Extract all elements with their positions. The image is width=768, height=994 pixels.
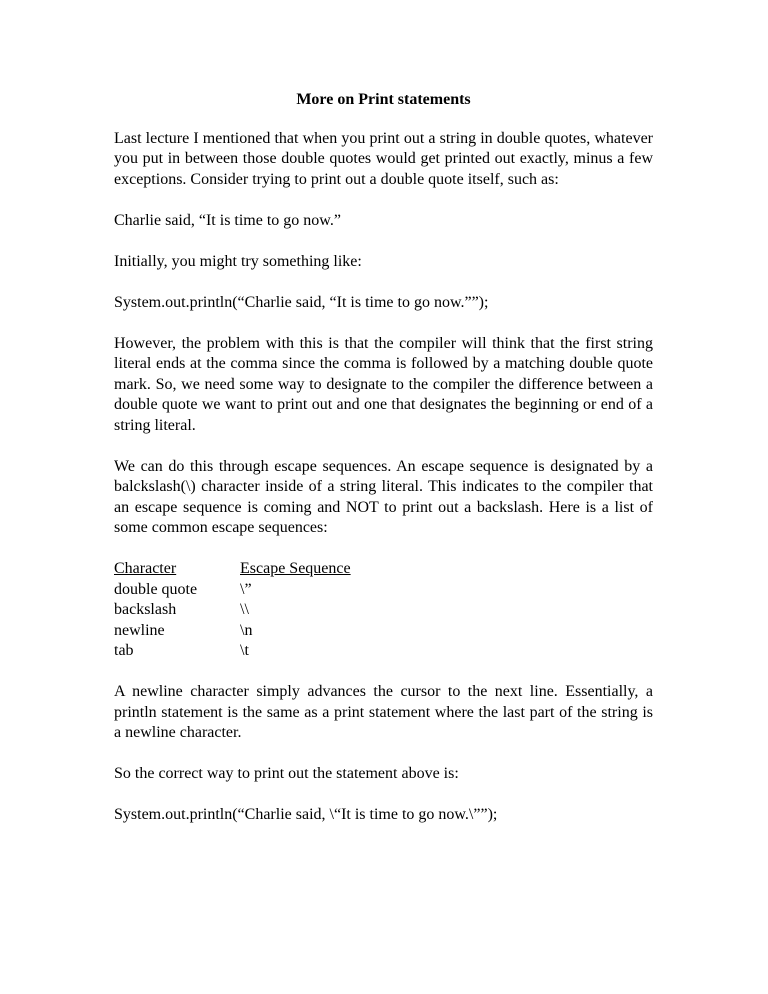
table-cell-character: backslash xyxy=(114,601,177,618)
code-example-wrong: System.out.println(“Charlie said, “It is time to go now.””); xyxy=(114,293,489,311)
table-cell-character: newline xyxy=(114,621,165,639)
table-cell-sequence: \n xyxy=(240,621,253,639)
paragraph-newline: A newline character simply advances the cursor to the next line. Essentially, a println statement is the same as a print statement where the last part of the string is a newline character. xyxy=(114,683,653,741)
table-row xyxy=(114,621,653,642)
escape-sequence-table xyxy=(114,559,653,662)
table-row xyxy=(114,600,653,621)
document-title: More on Print statements xyxy=(296,91,471,108)
table-cell-character: double quote xyxy=(114,580,198,598)
paragraph-problem: However, the problem with this is that the compiler will think that the first string literal ends at the comma since the comma is followed by a matching double quote mark. So, we need some way to designate to the compiler the difference between a double quote we want to print out and one that designates the beginning or end of a string literal. xyxy=(114,334,653,434)
paragraph-initially: Initially, you might try something like: xyxy=(114,252,362,270)
paragraph-correct-way: So the correct way to print out the statement above is: xyxy=(114,765,459,782)
table-cell-sequence: \t xyxy=(240,642,249,659)
header-character: Character xyxy=(114,560,177,577)
table-row xyxy=(114,641,653,662)
document-page xyxy=(114,90,653,846)
table-header-row xyxy=(114,559,653,580)
header-escape-sequence: Escape Sequence xyxy=(240,560,351,577)
table-row xyxy=(114,580,653,601)
example-quote: Charlie said, “It is time to go now.” xyxy=(114,211,341,229)
code-example-correct: System.out.println(“Charlie said, \“It is time to go now.\””); xyxy=(114,806,498,823)
table-cell-sequence: \\ xyxy=(240,601,249,618)
table-cell-sequence: \” xyxy=(240,580,252,598)
paragraph-escape-sequences: We can do this through escape sequences. An escape sequence is designated by a balckslash(\) character inside of a string literal. This indicates to the compiler that an escape sequence is coming and NOT to print out a backslash. Here is a list of some common escape sequences: xyxy=(114,457,653,536)
table-cell-character: tab xyxy=(114,642,134,659)
paragraph-intro: Last lecture I mentioned that when you print out a string in double quotes, whatever you put in between those double quotes would get printed out exactly, minus a few exceptions. Consider trying to print out a double quote itself, such as: xyxy=(114,129,653,188)
